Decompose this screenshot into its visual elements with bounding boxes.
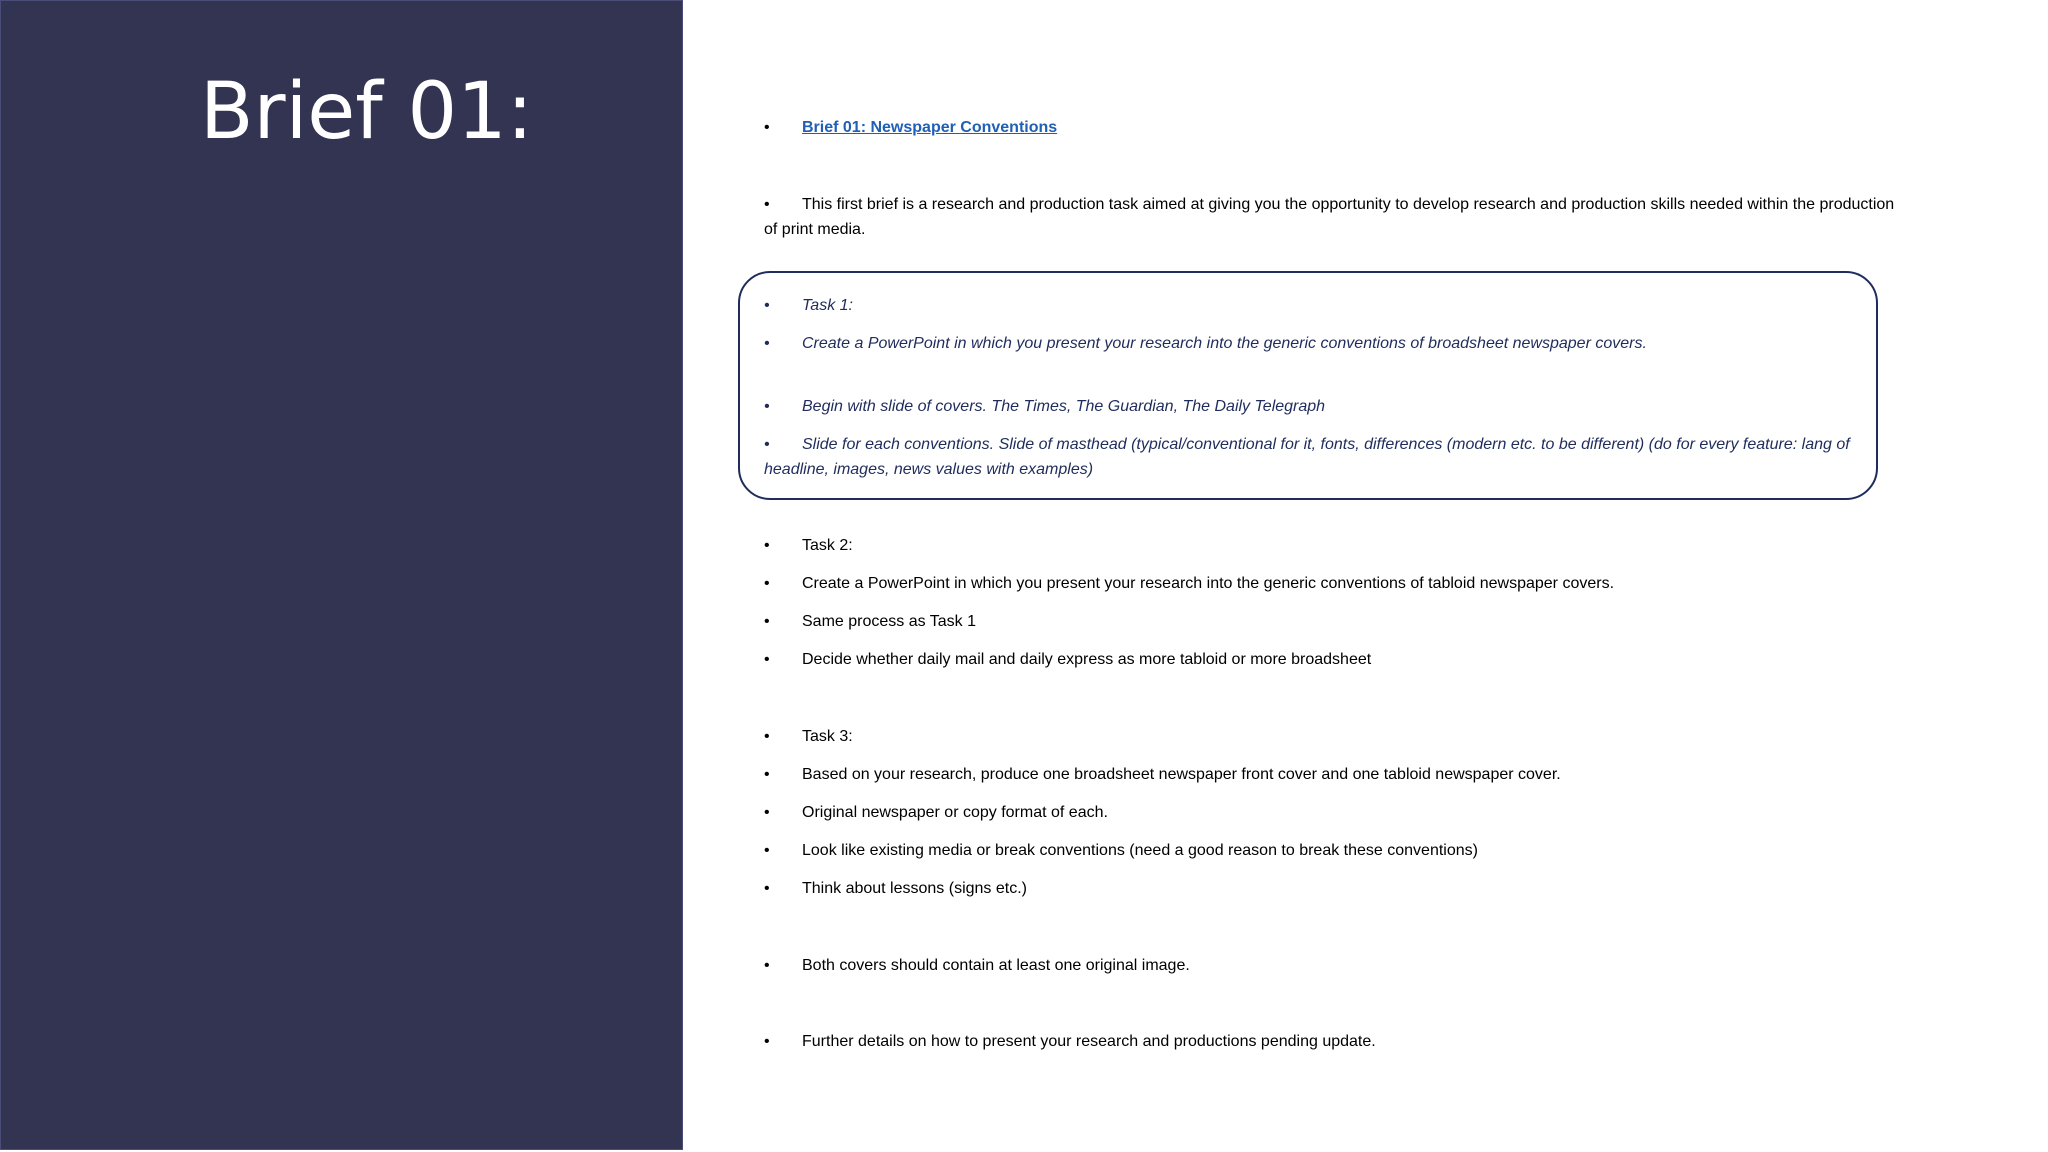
bullet: • bbox=[764, 728, 770, 745]
task3-heading bbox=[764, 724, 1942, 749]
bullet: • bbox=[764, 297, 770, 314]
task2-item-text: Decide whether daily mail and daily express as more tabloid or more broadsheet bbox=[802, 651, 1372, 668]
description-text: This first brief is a research and production task aimed at giving you the opportunity to develop research and production skills needed within the production of print media. bbox=[764, 196, 1895, 238]
brief-link-item bbox=[764, 115, 1942, 140]
bullet: • bbox=[764, 335, 770, 352]
task2-item-text: Same process as Task 1 bbox=[802, 613, 977, 630]
task1-item-text: Create a PowerPoint in which you present your research into the generic conventions of broadsheet newspaper covers. bbox=[802, 335, 1647, 352]
bullet: • bbox=[764, 436, 770, 453]
bullet: • bbox=[764, 766, 770, 783]
task3-item-text: Based on your research, produce one broadsheet newspaper front cover and one tabloid newspaper cover. bbox=[802, 766, 1561, 783]
bullet: • bbox=[764, 398, 770, 415]
note-text: Further details on how to present your research and productions pending update. bbox=[802, 1033, 1376, 1050]
task3-item bbox=[764, 838, 1942, 863]
task2-item bbox=[764, 609, 1942, 634]
bullet: • bbox=[764, 119, 770, 136]
bullet: • bbox=[764, 613, 770, 630]
task3-item bbox=[764, 762, 1942, 787]
task3-item bbox=[764, 876, 1942, 901]
bullet: • bbox=[764, 1033, 770, 1050]
bullet: • bbox=[764, 575, 770, 592]
task3-item-text: Think about lessons (signs etc.) bbox=[802, 880, 1027, 897]
bullet: • bbox=[764, 651, 770, 668]
task1-item bbox=[764, 432, 1904, 482]
task1-heading bbox=[764, 293, 1942, 318]
task3-item-text: Look like existing media or break conventions (need a good reason to break these conventions) bbox=[802, 842, 1478, 859]
bullet: • bbox=[764, 537, 770, 554]
bullet: • bbox=[764, 957, 770, 974]
task1-item bbox=[764, 394, 1942, 419]
task1-item-text: Begin with slide of covers. The Times, The Guardian, The Daily Telegraph bbox=[802, 398, 1326, 415]
bullet: • bbox=[764, 842, 770, 859]
title-panel bbox=[0, 0, 683, 1150]
task2-item-text: Create a PowerPoint in which you present your research into the generic conventions of tabloid newspaper covers. bbox=[802, 575, 1615, 592]
note-text: Both covers should contain at least one original image. bbox=[802, 957, 1190, 974]
slide-title: Brief 01: bbox=[200, 67, 534, 157]
task2-item bbox=[764, 647, 1942, 672]
task3-heading-text: Task 3: bbox=[802, 728, 853, 745]
note-item bbox=[764, 1029, 1942, 1054]
bullet: • bbox=[764, 880, 770, 897]
task1-heading-text: Task 1: bbox=[802, 297, 853, 314]
task2-item bbox=[764, 571, 1942, 596]
task2-heading bbox=[764, 533, 1942, 558]
brief-link[interactable]: Brief 01: Newspaper Conventions bbox=[802, 119, 1058, 136]
task1-item-text: Slide for each conventions. Slide of masthead (typical/conventional for it, fonts, differences (modern etc. to be different) (do for every feature: lang of headline, images, news values with examples) bbox=[764, 436, 1850, 478]
bullet: • bbox=[764, 804, 770, 821]
note-item bbox=[764, 953, 1942, 978]
task2-heading-text: Task 2: bbox=[802, 537, 853, 554]
task3-item bbox=[764, 800, 1942, 825]
task1-item bbox=[764, 331, 1904, 356]
bullet: • bbox=[764, 196, 770, 213]
brief-description bbox=[764, 192, 1904, 242]
task3-item-text: Original newspaper or copy format of each. bbox=[802, 804, 1108, 821]
